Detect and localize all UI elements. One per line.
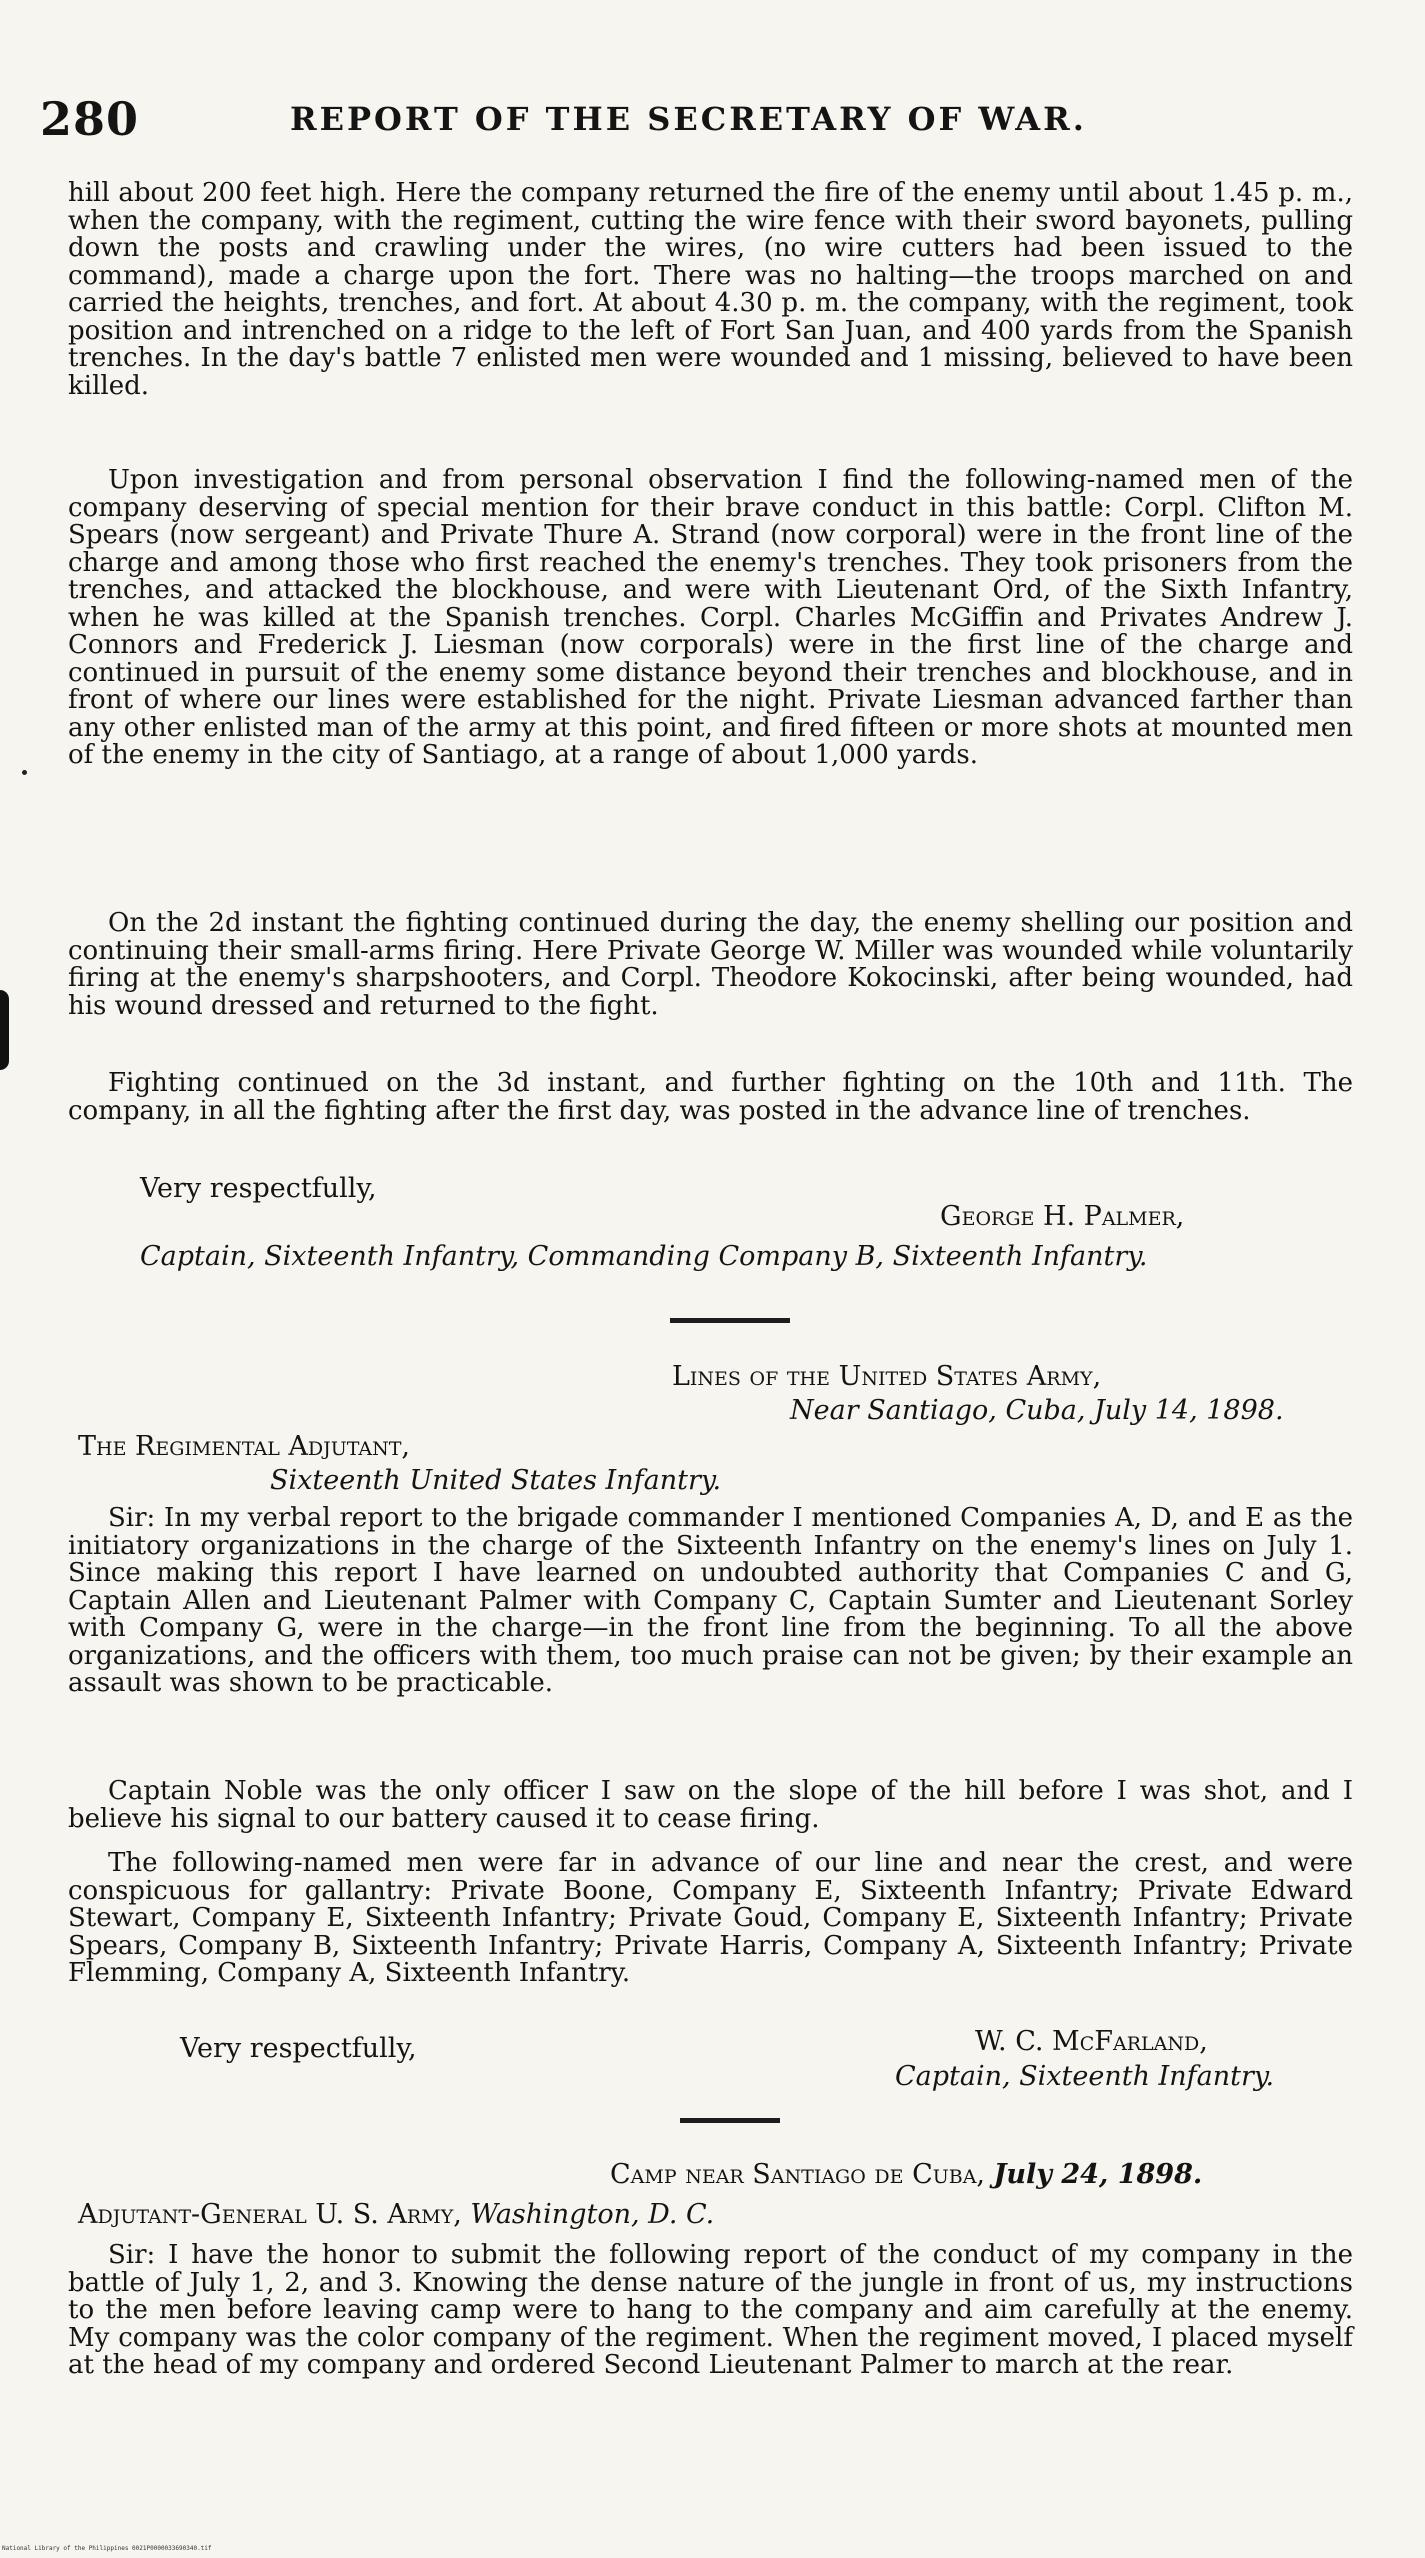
report3-dateline-place: Camp near Santiago de Cuba,	[610, 2159, 986, 2190]
report1-paragraph-4: Fighting continued on the 3d instant, and further fighting on the 10th and 11th. The company, in all the fighting after the first day, was posted in the advance line of trenches.	[68, 1068, 1353, 1126]
report1-paragraph-1: hill about 200 feet high. Here the company returned the fire of the enemy until about 1.45 p. m., when the company, with the regiment, cutting the wire fence with their sword bayonets, pulling down the posts and crawling under the wires, (no wire cutters had been issued to the command), made a charge upon the fort. There was no halting—the troops marched on and carried the heights, trenches, and fort. At about 4.30 p. m. the company, with the regiment, took position and intrenched on a ridge to the left of Fort San Juan, and 400 yards from the Spanish trenches. In the day's battle 7 enlisted men were wounded and 1 missing, believed to have been killed.	[68, 178, 1353, 401]
scan-speck	[22, 770, 27, 775]
report2-signer: W. C. McFarland,	[975, 2026, 1208, 2057]
scan-footer: National Library of the Philippines 0021P0000033690340.tif	[2, 2545, 212, 2552]
section-divider	[670, 1318, 790, 1323]
report3-address-line	[78, 2198, 714, 2232]
report1-signer-title: Captain, Sixteenth Infantry, Commanding Company B, Sixteenth Infantry.	[140, 1241, 1148, 1272]
report2-signer-title: Captain, Sixteenth Infantry.	[895, 2061, 1275, 2092]
report2-dateline-place: Lines of the United States Army,	[672, 1361, 1102, 1392]
report2-paragraph-3: The following-named men were far in advance of our line and near the crest, and were conspicuous for gallantry: Private Boone, Company E, Sixteenth Infantry; Private Edward Stewart, Company E, Sixteenth Infantry; Private Goud, Company E, Sixteenth Infantry; Private Spears, Company B, Sixteenth Infantry; Private Harris, Company A, Sixteenth Infantry; Private Flemming, Company A, Sixteenth Infantry.	[68, 1848, 1353, 1988]
report2-addressee-unit: Sixteenth United States Infantry.	[270, 1465, 722, 1496]
report2-paragraph-2: Captain Noble was the only officer I saw on the slope of the hill before I was shot, and I believe his signal to our battery caused it to cease firing.	[68, 1776, 1353, 1834]
report3-paragraph-1: Sir: I have the honor to submit the following report of the conduct of my company in the battle of July 1, 2, and 3. Knowing the dense nature of the jungle in front of us, my instructions to the men before leaving camp were to hang to the company and aim carefully at the enemy. My company was the color company of the regiment. When the regiment moved, I placed myself at the head of my company and ordered Second Lieutenant Palmer to march at the rear.	[68, 2240, 1353, 2380]
report2-paragraph-1: Sir: In my verbal report to the brigade commander I mentioned Companies A, D, and E as the initiatory organizations in the charge of the Sixteenth Infantry on the enemy's lines on July 1. Since making this report I have learned on undoubted authority that Companies C and G, Captain Allen and Lieutenant Palmer with Company C, Captain Sumter and Lieutenant Sorley with Company G, were in the charge—in the front line from the beginning. To all the above organizations, and the officers with them, too much praise can not be given; by their example an assault was shown to be practicable.	[68, 1503, 1353, 1698]
running-head: REPORT OF THE SECRETARY OF WAR.	[290, 100, 1087, 138]
report2-addressee: The Regimental Adjutant,	[78, 1431, 411, 1462]
report3-dateline	[610, 2158, 1202, 2192]
scan-edge-mark	[0, 990, 9, 1070]
report1-closing: Very respectfully,	[140, 1173, 377, 1204]
report1-signer: George H. Palmer,	[940, 1201, 1185, 1232]
report2-dateline-date: Near Santiago, Cuba, July 14, 1898.	[790, 1395, 1284, 1426]
report1-paragraph-2: Upon investigation and from personal observation I find the following-named men of the company deserving of special mention for their brave conduct in this battle: Corpl. Clifton M. Spears (now sergeant) and Private Thure A. Strand (now corporal) were in the front line of the charge and among those who first reached the enemy's trenches. They took prisoners from the trenches, and attacked the blockhouse, and were with Lieutenant Ord, of the Sixth Infantry, when he was killed at the Spanish trenches. Corpl. Charles McGiffin and Privates Andrew J. Connors and Frederick J. Liesman (now corporals) were in the first line of the charge and continued in pursuit of the enemy some distance beyond their trenches and blockhouse, and in front of where our lines were established for the night. Private Liesman advanced farther than any other enlisted man of the army at this point, and fired fifteen or more shots at mounted men of the enemy in the city of Santiago, at a range of about 1,000 yards.	[68, 465, 1353, 770]
section-divider	[680, 2118, 780, 2123]
page-header	[40, 92, 1340, 152]
report3-addressee: Adjutant-General U. S. Army,	[78, 2199, 462, 2230]
report3-addressee-place: Washington, D. C.	[470, 2199, 715, 2230]
report2-closing: Very respectfully,	[180, 2033, 417, 2064]
page-number: 280	[40, 92, 140, 146]
report3-dateline-date: July 24, 1898.	[993, 2159, 1203, 2190]
report1-paragraph-3: On the 2d instant the fighting continued during the day, the enemy shelling our position and continuing their small-arms firing. Here Private George W. Miller was wounded while voluntarily firing at the enemy's sharpshooters, and Corpl. Theodore Kokocinski, after being wounded, had his wound dressed and returned to the fight.	[68, 908, 1353, 1021]
